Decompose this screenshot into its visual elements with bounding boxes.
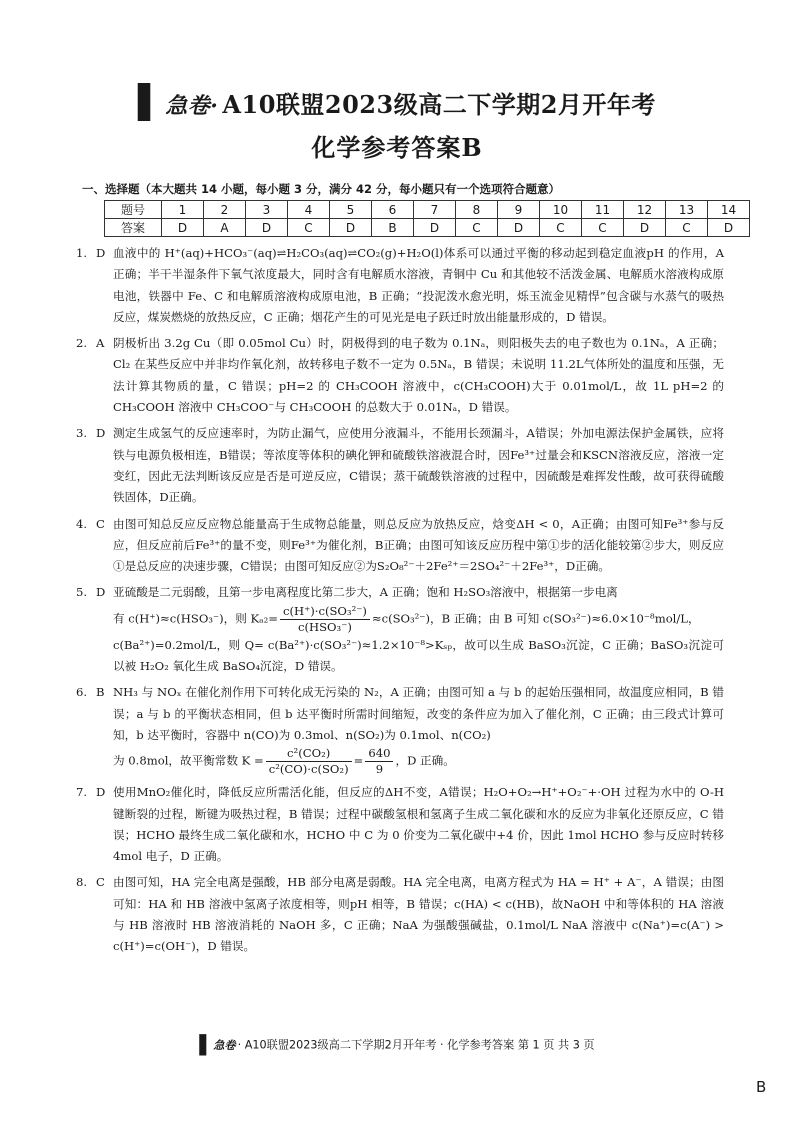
question-number: 5 [330,201,372,219]
fraction-denominator: c(HSO₃⁻) [297,619,352,634]
brand-logo-icon: ▌ [138,83,164,121]
explanation-item [76,514,724,578]
document-subtitle: 化学参考答案B [311,133,483,162]
fraction-denominator: c²(CO)·c(SO₂) [268,762,349,777]
item-number: 4. [76,516,88,531]
item-text [113,682,724,777]
explanation-item [76,682,724,777]
document-header [0,83,794,163]
explanation-item [76,333,724,418]
question-number: 9 [498,201,540,219]
question-number: 13 [666,201,708,219]
item-answer: D [96,246,106,260]
question-number: 6 [372,201,414,219]
answer-choice: C [288,219,330,237]
answer-table-answer-row [105,219,750,237]
question-number: 3 [246,201,288,219]
item-answer: B [96,685,105,700]
item-answer: D [96,785,106,800]
explanation-item [76,872,724,957]
formula-line [113,746,724,777]
item-answer: A [96,336,105,351]
item-text: 使用MnO₂催化时，降低反应所需活化能，但反应的ΔH不变，A错误；H₂O+O₂→H⁺+O₂⁻+·OH 过程为水中的 O-H 键断裂的过程，断键为吸热过程，B 错误；过程中碳酸氢根和氢离子生成二氧化碳和水的反应为非氧化还原反应，C 错误；HCHO 最终生成二氧化碳和水，HCHO 中 C 为 0 价变为二氧化碳中+4 价，因此 1mol HCHO 参与反应时转移 4mol 电子，D 正确。 [113,785,724,864]
item-text: 由图可知总反应反应物总能量高于生成物总能量，则总反应为放热反应，焓变ΔH < 0，A正确；由图可知Fe³⁺参与反应，但反应前后Fe³⁺的量不变，则Fe³⁺为催化剂，B正确；由图可知该反应历程中第①步的活化能较第②步大，则反应①是总反应的决速步骤，C错误；由图可知反应②为S₂O₈²⁻＋2Fe²⁺＝2SO₄²⁻＋2Fe³⁺，D正确。 [113,516,724,574]
explanation-item [76,582,724,677]
answer-row-label: 答案 [105,219,162,237]
question-number: 12 [624,201,666,219]
question-number: 1 [162,201,204,219]
item-number: 6. [76,685,88,700]
question-number: 8 [456,201,498,219]
section-heading: 一、选择题（本大题共 14 小题，每小题 3 分，满分 42 分，每小题只有一个选项符合题意） [82,182,561,196]
formula-prefix: 为 0.8mol，故平衡常数 K = [113,753,264,768]
exam-title: A10联盟2023级高二下学期2月开年考 [222,90,656,119]
item-answer: C [96,516,105,531]
answer-choice: C [666,219,708,237]
document-title [0,83,794,122]
fraction-numerator: c²(CO₂) [266,746,352,762]
version-mark: B [756,1078,767,1096]
footer-text: · A10联盟2023级高二下学期2月开年考 · 化学参考答案 第 1 页 共 3 页 [237,1038,595,1052]
formula-prefix: 有 c(H⁺)≈c(HSO₃⁻)，则 Kₐ₂= [113,611,278,626]
equilibrium-constant-value [365,746,393,777]
question-number: 14 [708,201,750,219]
question-number: 7 [414,201,456,219]
item-number: 8. [76,875,88,890]
fraction-denominator: 9 [375,762,384,777]
item-text: 血液中的 H⁺(aq)+HCO₃⁻(aq)⇌H₂CO₃(aq)⇌CO₂(g)+H₂O(l)体系可以通过平衡的移动起到稳定血液pH 的作用，A 正确；半干半湿条件下氧气浓度最大，同时含有电解质水溶液，青铜中 Cu 和其他较不活泼金属、电解质水溶液构成原电池，铁器中 Fe、C 和电解质溶液构成原电池，B 正确；“投泥泼水愈光明，烁玉流金见精悍”包含碳与水蒸气的吸热反应，煤炭燃烧的放热反应，C 正确；烟花产生的可见光是电子跃迁时放出能量形成的，D 错误。 [113,246,724,324]
fraction-numerator: c(H⁺)·c(SO₃²⁻) [280,604,370,620]
question-number: 11 [582,201,624,219]
item-number: 5. [76,585,88,600]
answer-choice: C [582,219,624,237]
item-text [113,582,724,677]
item-text: 由图可知，HA 完全电离是强酸，HB 部分电离是弱酸。HA 完全电离，电离方程式为 HA = H⁺ + A⁻，A 错误；由图可知：HA 和 HB 溶液中氢离子浓度相等，则pH 相等，B 错误；c(HA) < c(HB)，故NaOH 中和等体积的 HA 溶液与 HB 溶液时 HB 溶液消耗的 NaOH 多，C 正确；NaA 为强酸强碱盐，0.1mol/L NaA 溶液中 c(Na⁺)=c(A⁻) > c(H⁺)=c(OH⁻)，D 错误。 [113,875,724,954]
number-row-label: 题号 [105,201,162,219]
ka2-fraction [280,604,370,635]
item-text-part: 亚硫酸是二元弱酸，且第一步电离程度比第二步大，A 正确；饱和 H₂SO₃溶液中，根据第一步电离 [113,585,618,600]
question-number: 4 [288,201,330,219]
answer-choice: D [708,219,750,237]
item-number: 2. [76,336,88,351]
answer-choice: A [204,219,246,237]
answer-table [104,200,750,237]
item-text-part: c(Ba²⁺)=0.2mol/L，则 Q= c(Ba²⁺)·c(SO₃²⁻)≈1.2×10⁻⁸>Kₛₚ，故可以生成 BaSO₃沉淀，C 正确；BaSO₃沉淀可以被 H₂O₂ 氧化生成 BaSO₄沉淀，D 错误。 [113,637,724,674]
explanation-item [76,782,724,867]
formula-line [113,604,724,635]
answer-choice: D [498,219,540,237]
formula-suffix: ，D 正确。 [395,753,455,768]
answer-choice: D [414,219,456,237]
formula-suffix: ≈c(SO₃²⁻)，B 正确；由 B 可知 c(SO₃²⁻)≈6.0×10⁻⁸mol/L， [371,611,700,626]
answer-choice: C [456,219,498,237]
answer-choice: C [540,219,582,237]
page-footer [0,1035,794,1056]
item-text: 阴极析出 3.2g Cu（即 0.05mol Cu）时，阴极得到的电子数为 0.1Nₐ，则阳极失去的电子数也为 0.1Nₐ，A 正确；Cl₂ 在某些反应中并非均作氧化剂，故转移电子数不一定为 0.5Nₐ，B 错误；未说明 11.2L气体所处的温度和压强，无法计算其物质的量，C 错误；pH=2 的 CH₃COOH 溶液中，c(CH₃COOH)大于 0.01mol/L，故 1L pH=2 的 CH₃COOH 溶液中 CH₃COO⁻与 CH₃COOH 的总数大于 0.01Nₐ，D 错误。 [113,336,724,415]
answer-table-number-row [105,201,750,219]
item-answer: C [96,875,105,890]
question-number: 2 [204,201,246,219]
item-answer: D [96,426,106,441]
answer-choice: D [624,219,666,237]
item-text-part: NH₃ 与 NOₓ 在催化剂作用下可转化成无污染的 N₂，A 正确；由图可知 a 与 b 的起始压强相同，故温度应相同，B 错误；a 与 b 的平衡状态相同，但 b 达平衡时所需时间缩短，改变的条件应为加入了催化剂，C 正确；由三段式计算可知，b 达平衡时，容器中 n(CO)为 0.3mol、n(SO₂)为 0.1mol、n(CO₂) [113,685,724,742]
formula-equals: = [353,753,364,768]
explanation-item [76,423,724,508]
item-number: 1. [76,246,88,260]
explanation-item [76,243,724,328]
item-number: 3. [76,426,88,441]
answer-choice: D [330,219,372,237]
brand-logo-script: 急卷· [165,93,219,119]
item-text: 测定生成氢气的反应速率时，为防止漏气，应使用分液漏斗，不能用长颈漏斗，A错误；外加电源法保护金属铁，应将铁与电源负极相连，B错误；等浓度等体积的碘化钾和硫酸铁溶液混合时，因Fe³⁺过量会和KSCN溶液反应，溶液一定变红，因此无法判断该反应是否是可逆反应，C错误；蒸干硫酸铁溶液的过程中，因硫酸是难挥发性酸，故可获得硫酸铁固体，D正确。 [113,426,724,505]
footer-logo-script: 急卷 [213,1038,236,1052]
answer-choice: D [162,219,204,237]
fraction-numerator: 640 [365,746,393,762]
explanation-list [76,243,724,963]
item-number: 7. [76,785,88,800]
answer-choice: B [372,219,414,237]
answer-choice: D [246,219,288,237]
item-answer: D [96,585,106,600]
question-number: 10 [540,201,582,219]
equilibrium-constant-fraction [266,746,352,777]
footer-logo-icon: ▌ [199,1035,214,1056]
